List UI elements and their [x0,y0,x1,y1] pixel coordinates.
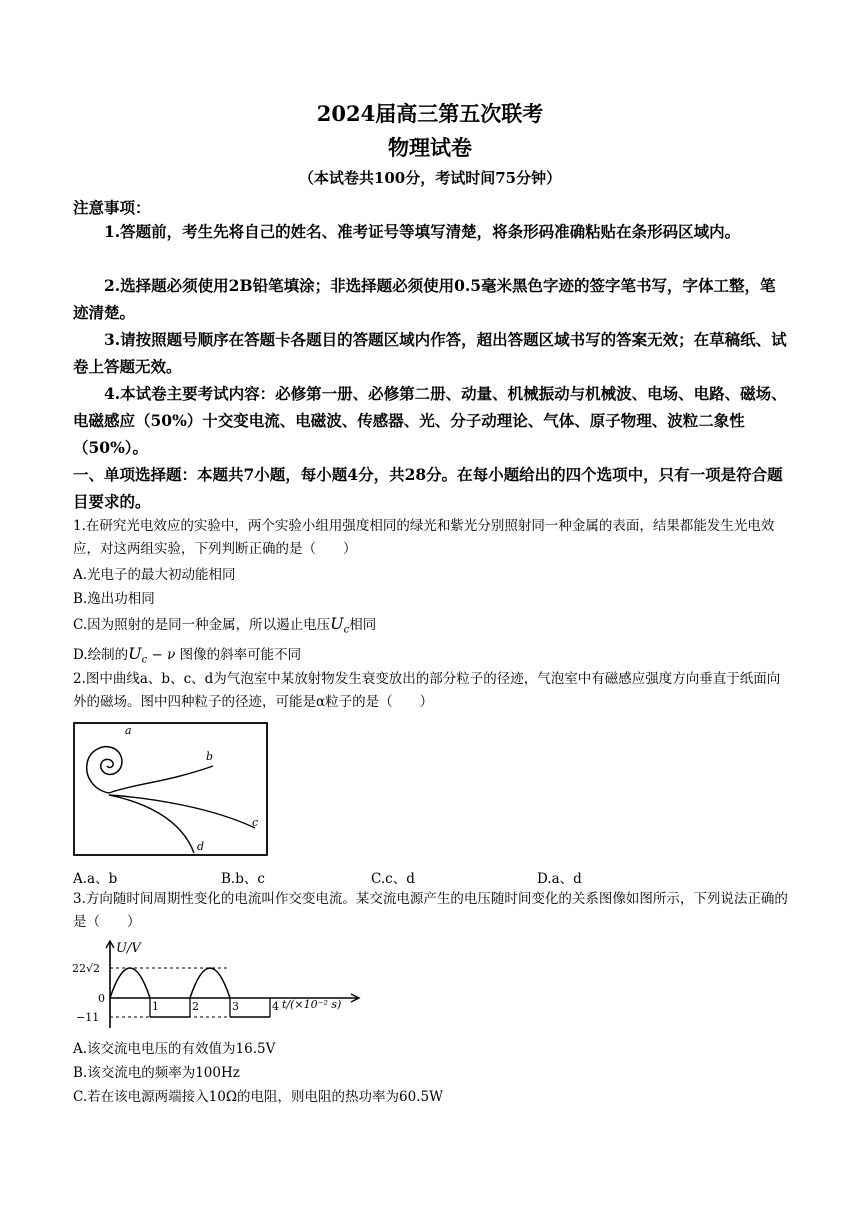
label-a: a [125,724,132,737]
graph-zero-label: 0 [98,992,105,1005]
option-c-text-post: 相同 [349,617,377,633]
label-d: d [197,840,205,853]
label-c: c [252,816,259,829]
question-1-option-b: B.逸出功相同 [73,591,155,607]
graph-peak-label: 22√2 [72,962,101,975]
track-c [109,795,255,828]
track-a [87,747,122,793]
question-2-option-d: D.a、d [537,871,582,887]
graph-ylabel: U/V [116,941,141,956]
graph-negative-label: −11 [76,1011,100,1024]
question-3-option-b: B.该交流电的频率为100Hz [73,1065,240,1081]
notice-item-4: 4.本试卷主要考试内容：必修第一册、必修第二册、动量、机械振动与机械波、电场、电路、磁场、电磁感应（50%）十交变电流、电磁波、传感器、光、分子动理论、气体、原子物理、波粒二象性（50%）。 [73,384,787,457]
graph-tick-3: 3 [232,1000,239,1013]
notice-item-3: 3.请按照题号顺序在答题卡各题目的答题区域内作答，超出答题区域书写的答案无效；在草稿纸、试卷上答题无效。 [73,330,787,376]
exam-subtitle: （本试卷共100分，考试时间75分钟） [298,169,562,187]
track-b [109,766,213,793]
figure-frame [74,723,267,855]
option-c-subscript: c [343,624,350,636]
question-3-stem: 3.方向随时间周期性变化的电流叫作交变电流。某交流电源产生的电压随时间变化的关系图像如图所示，下列说法正确的是（ ） [73,891,788,930]
question-3-option-c: C.若在该电源两端接入10Ω的电阻，则电阻的热功率为60.5W [73,1089,443,1105]
graph-tick-1: 1 [152,1000,159,1013]
graph-arc-1 [110,968,150,998]
option-c-text-pre: C.因为照射的是同一种金属，所以遏止电压 [73,617,331,633]
question-1-option-c [73,612,376,642]
option-d-text-post: 图像的斜率可能不同 [179,647,302,663]
question-2-stem: 2.图中曲线a、b、c、d为气泡室中某放射物发生衰变放出的部分粒子的径迹，气泡室中有磁感应强度方向垂直于纸面向外的磁场。图中四种粒子的径迹，可能是α粒子的是（ ） [73,671,781,710]
exam-subject: 物理试卷 [388,135,472,160]
track-d [109,795,194,853]
question-2-option-c: C.c、d [371,871,415,887]
label-b: b [206,750,214,763]
question-1-option-a: A.光电子的最大初动能相同 [73,567,236,583]
question-1-stem: 1.在研究光电效应的实验中，两个实验小组用强度相同的绿光和紫光分别照射同一种金属的表面，结果都能发生光电效应，对这两组实验，下列判断正确的是（ ） [73,518,775,557]
bubble-chamber-figure [73,720,269,858]
question-2-options [73,867,633,889]
notice-item-1: 1.答题前，考生先将自己的姓名、准考证号等填写清楚，将条形码准确粘贴在条形码区域内。 [104,222,741,241]
section-1-heading: 一、单项选择题：本题共7小题，每小题4分，共28分。在每小题给出的四个选项中，只有一项是符合题目要求的。 [73,465,783,511]
graph-tick-2: 2 [192,1000,199,1013]
graph-tick-4: 4 [272,1000,279,1013]
option-d-text-mid: − ν [147,647,180,663]
question-2-option-b: B.b、c [221,871,265,887]
notice-heading: 注意事项： [73,198,151,217]
exam-title: 2024届高三第五次联考 [316,101,544,126]
notice-item-2: 2.选择题必须使用2B铅笔填涂；非选择题必须使用0.5毫米黑色字迹的签字笔书写，字体工整，笔迹清楚。 [73,276,776,322]
option-c-symbol: U [330,614,344,633]
voltage-time-graph [72,938,368,1030]
graph-xlabel: t/(×10⁻² s) [282,998,342,1011]
graph-arc-2 [190,968,230,998]
question-2-option-a: A.a、b [73,871,118,887]
option-d-text-pre: D.绘制的 [73,647,129,663]
question-3-option-a: A.该交流电电压的有效值为16.5V [73,1041,276,1057]
option-d-subscript: c [141,654,148,666]
option-d-symbol: U [128,644,142,663]
